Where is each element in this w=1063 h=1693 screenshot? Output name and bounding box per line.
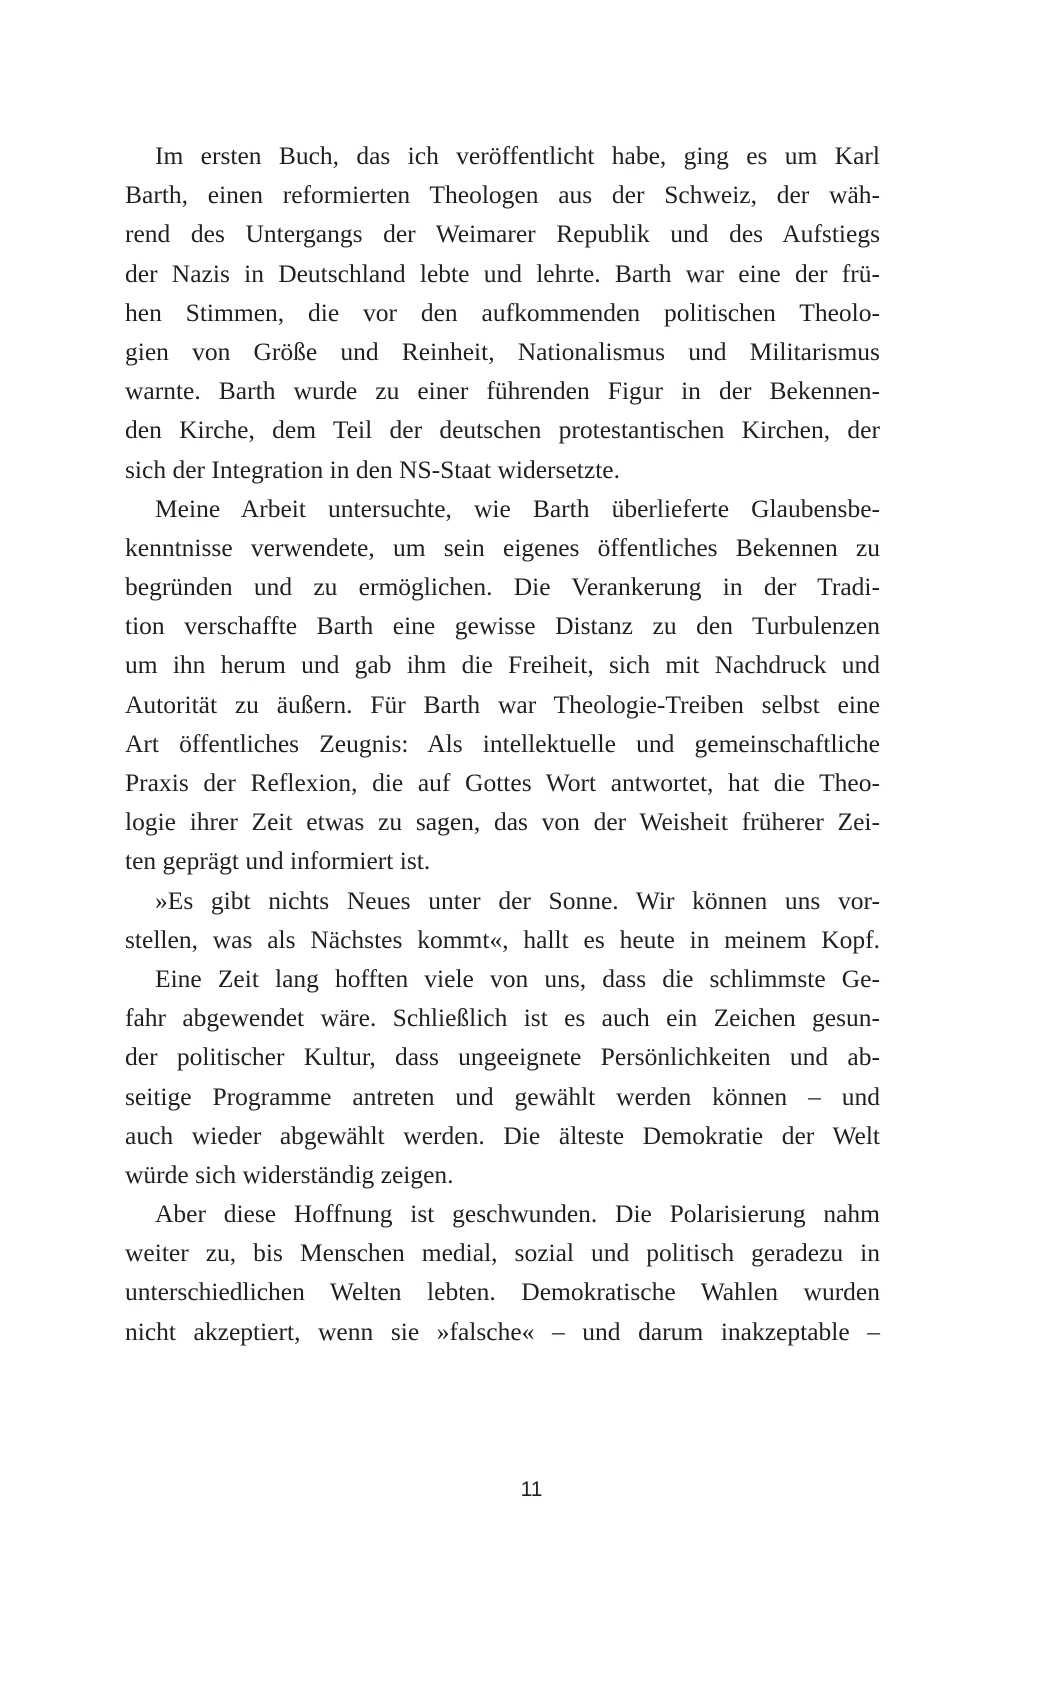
text-line: würde sich widerständig zeigen. (125, 1159, 454, 1189)
text-line: der politischer Kultur, dass ungeeignete Persönlichkeiten und ab- (125, 1042, 880, 1072)
text-line: ten geprägt und informiert ist. (125, 846, 431, 876)
text-line: warnte. Barth wurde zu einer führenden Figur in der Bekennen- (125, 376, 880, 406)
text-line: fahr abgewendet wäre. Schließlich ist es auch ein Zeichen gesun- (125, 1003, 880, 1033)
text-line: Art öffentliches Zeugnis: Als intellektuelle und gemeinschaftliche (125, 728, 880, 758)
text-line: Autorität zu äußern. Für Barth war Theologie-Treiben selbst eine (125, 689, 880, 719)
text-line: kenntnisse verwendete, um sein eigenes öffentliches Bekennen zu (125, 532, 880, 562)
text-line: stellen, was als Nächstes kommt«, hallt es heute in meinem Kopf. (125, 924, 880, 954)
text-line: weiter zu, bis Menschen medial, sozial und politisch geradezu in (125, 1238, 880, 1268)
text-line: Barth, einen reformierten Theologen aus der Schweiz, der wäh- (125, 180, 880, 210)
text-line: Im ersten Buch, das ich veröffentlicht habe, ging es um Karl (155, 141, 880, 170)
text-line: Meine Arbeit untersuchte, wie Barth überlieferte Glaubensbe- (155, 493, 880, 523)
text-line: »Es gibt nichts Neues unter der Sonne. Wir können uns vor- (155, 885, 880, 915)
text-line: hen Stimmen, die vor den aufkommenden politischen Theolo- (125, 297, 880, 327)
text-line: begründen und zu ermöglichen. Die Verankerung in der Tradi- (125, 572, 880, 602)
text-line: gien von Größe und Reinheit, Nationalismus und Militarismus (125, 336, 880, 366)
text-line: tion verschaffte Barth eine gewisse Distanz zu den Turbulenzen (125, 611, 880, 641)
text-line: logie ihrer Zeit etwas zu sagen, das von der Weisheit früherer Zei- (125, 807, 880, 837)
text-line: Eine Zeit lang hofften viele von uns, dass die schlimmste Ge- (155, 963, 880, 993)
body-text (125, 136, 880, 1351)
text-line: den Kirche, dem Teil der deutschen protestantischen Kirchen, der (125, 415, 880, 445)
page-number: 11 (520, 1478, 543, 1501)
text-line: rend des Untergangs der Weimarer Republik und des Aufstiegs (125, 219, 880, 249)
text-line: sich der Integration in den NS-Staat widersetzte. (125, 454, 620, 484)
text-line: seitige Programme antreten und gewählt werden können – und (125, 1081, 880, 1111)
text-line: Aber diese Hoffnung ist geschwunden. Die Polarisierung nahm (155, 1199, 880, 1229)
text-line: unterschiedlichen Welten lebten. Demokratische Wahlen wurden (125, 1277, 880, 1307)
text-line: um ihn herum und gab ihm die Freiheit, sich mit Nachdruck und (125, 650, 880, 680)
text-line: nicht akzeptiert, wenn sie »falsche« – und darum inakzeptable – (125, 1316, 880, 1346)
text-line: auch wieder abgewählt werden. Die älteste Demokratie der Welt (125, 1120, 880, 1150)
text-line: Praxis der Reflexion, die auf Gottes Wort antwortet, hat die Theo- (125, 768, 880, 797)
text-line: der Nazis in Deutschland lebte und lehrte. Barth war eine der frü- (125, 258, 880, 288)
